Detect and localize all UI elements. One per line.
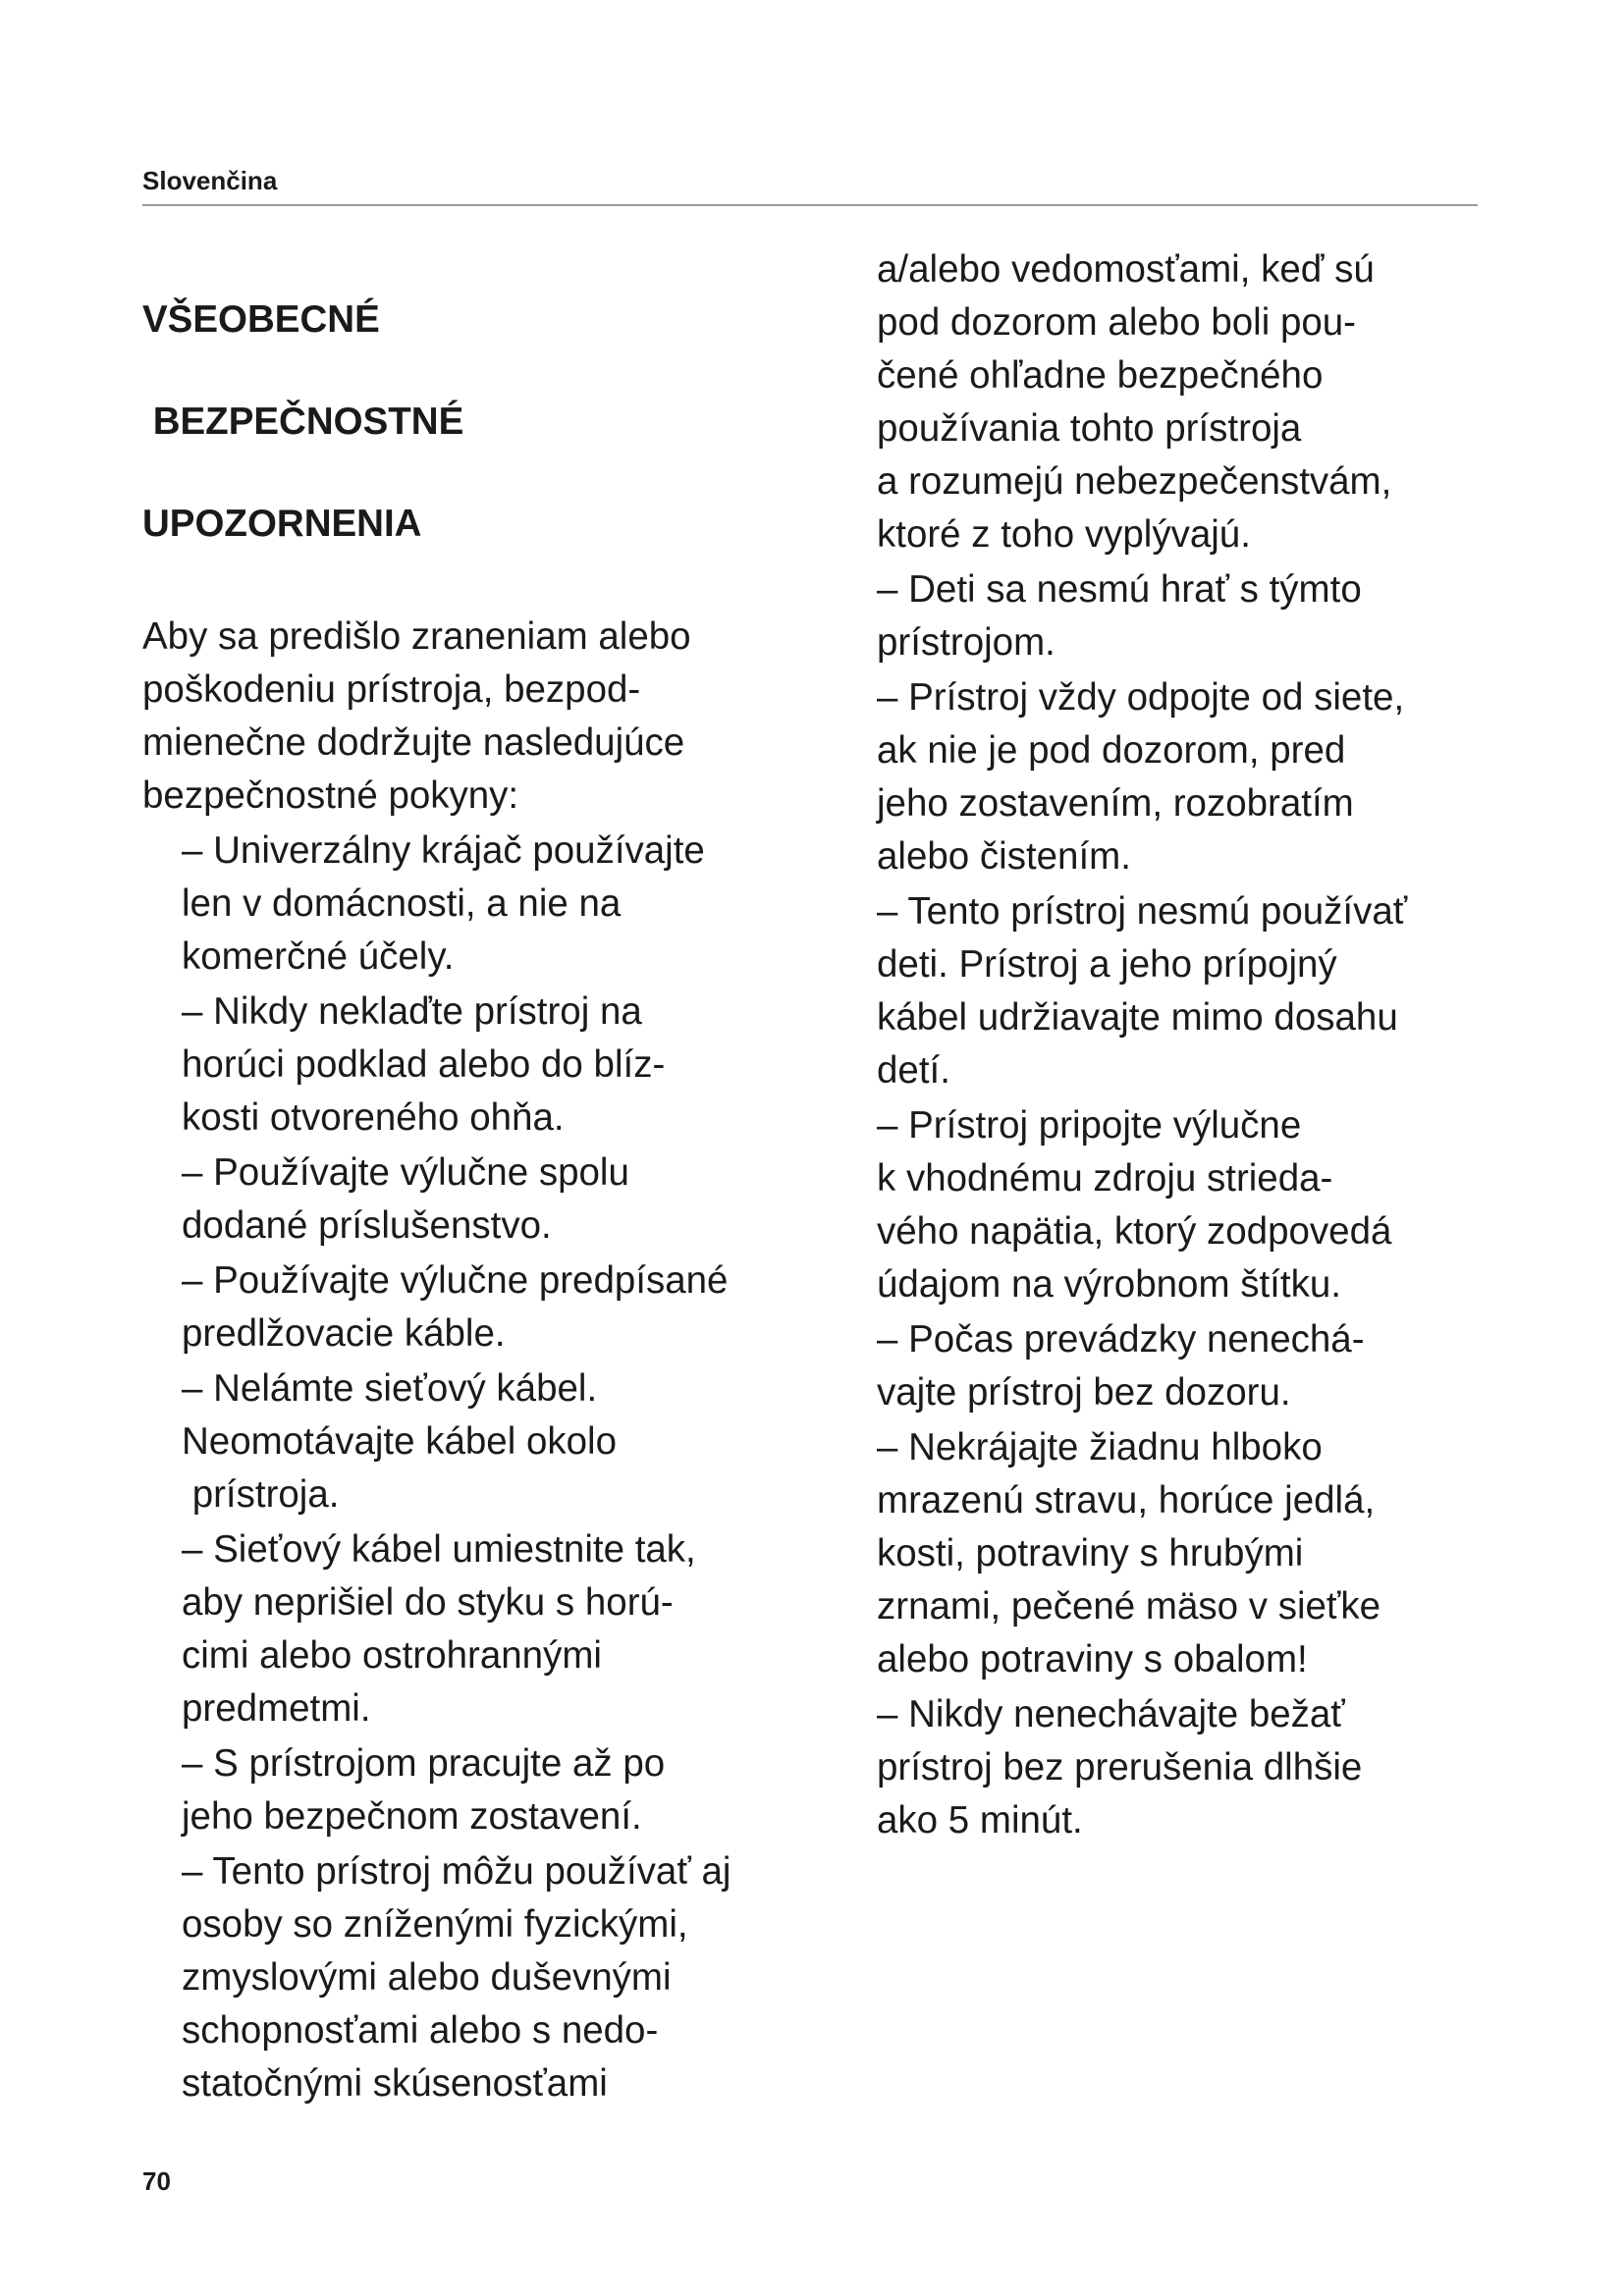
instruction-line: jeho bezpečnom zostavení.: [182, 1795, 642, 1838]
safety-instruction: [182, 1147, 830, 1253]
safety-instruction: [182, 1255, 830, 1361]
instruction-line: používania tohto prístroja: [877, 407, 1302, 450]
instruction-line: dodané príslušenstvo.: [182, 1204, 552, 1247]
instruction-line: čené ohľadne bezpečného: [877, 354, 1324, 397]
instruction-line: alebo potraviny s obalom!: [877, 1638, 1308, 1681]
page-number: 70: [142, 2166, 171, 2196]
instruction-line: – Tento prístroj môžu používať aj: [182, 1850, 731, 1893]
instruction-line: – Univerzálny krájač používajte: [182, 829, 705, 872]
section-title-line: BEZPEČNOSTNÉ: [142, 400, 464, 443]
right-column: [877, 243, 1486, 1849]
safety-instruction: [877, 243, 1486, 561]
intro-line: mienečne dodržujte nasledujúce: [142, 721, 685, 764]
section-title-line: VŠEOBECNÉ: [142, 298, 380, 341]
instruction-line: kosti otvoreného ohňa.: [182, 1096, 565, 1139]
language-label: Slovenčina: [142, 166, 278, 195]
safety-instruction: [182, 1845, 830, 2110]
safety-instruction: [182, 1362, 830, 1522]
safety-instruction: [182, 1737, 830, 1843]
instruction-line: k vhodnému zdroju strieda-: [877, 1157, 1333, 1200]
instruction-line: a rozumejú nebezpečenstvám,: [877, 460, 1392, 503]
instruction-line: horúci podklad alebo do blíz-: [182, 1043, 666, 1086]
instruction-line: – Deti sa nesmú hrať s týmto: [877, 568, 1362, 611]
instruction-line: kábel udržiavajte mimo dosahu: [877, 996, 1398, 1039]
instruction-line: cimi alebo ostrohrannými: [182, 1634, 602, 1677]
instruction-line: – Nikdy neklaďte prístroj na: [182, 990, 642, 1033]
instruction-line: mrazenú stravu, horúce jedlá,: [877, 1479, 1376, 1522]
instruction-line: ak nie je pod dozorom, pred: [877, 729, 1346, 772]
instruction-line: alebo čistením.: [877, 835, 1131, 878]
section-title-line: UPOZORNENIA: [142, 503, 422, 545]
instruction-line: – S prístrojom pracujte až po: [182, 1742, 666, 1785]
instruction-line: schopnosťami alebo s nedo-: [182, 2009, 659, 2052]
left-column: [142, 243, 830, 2112]
instruction-line: deti. Prístroj a jeho prípojný: [877, 943, 1337, 986]
intro-paragraph: [142, 611, 830, 823]
instruction-line: aby neprišiel do styku s horú-: [182, 1581, 674, 1624]
intro-line: bezpečnostné pokyny:: [142, 774, 519, 817]
safety-instruction: [182, 1523, 830, 1735]
instruction-line: len v domácnosti, a nie na: [182, 882, 622, 925]
instruction-line: ako 5 minút.: [877, 1799, 1083, 1842]
safety-instruction: [877, 1313, 1486, 1419]
instruction-line: prístroja.: [182, 1473, 340, 1516]
instruction-line: – Tento prístroj nesmú používať: [877, 890, 1408, 933]
safety-instruction: [877, 1688, 1486, 1847]
instruction-line: – Používajte výlučne predpísané: [182, 1259, 729, 1302]
instruction-line: zmyslovými alebo duševnými: [182, 1956, 672, 1999]
instruction-line: zrnami, pečené mäso v sieťke: [877, 1585, 1381, 1628]
safety-instruction: [182, 986, 830, 1145]
instruction-line: komerčné účely.: [182, 935, 455, 978]
safety-instruction: [877, 563, 1486, 669]
intro-line: poškodeniu prístroja, bezpod-: [142, 668, 641, 711]
section-title: [142, 243, 830, 601]
instruction-line: prístrojom.: [877, 621, 1056, 664]
instruction-line: osoby so zníženými fyzickými,: [182, 1903, 688, 1946]
instruction-line: jeho zostavením, rozobratím: [877, 782, 1354, 825]
instruction-line: statočnými skúsenosťami: [182, 2062, 608, 2105]
safety-instruction: [877, 1099, 1486, 1311]
safety-instruction: [877, 671, 1486, 883]
safety-list-left: [142, 825, 830, 2110]
instruction-line: pod dozorom alebo boli pou-: [877, 301, 1356, 344]
intro-line: Aby sa predišlo zraneniam alebo: [142, 615, 691, 658]
safety-list-right: [877, 243, 1486, 1847]
instruction-line: – Používajte výlučne spolu: [182, 1151, 629, 1194]
safety-instruction: [877, 885, 1486, 1097]
safety-instruction: [877, 1421, 1486, 1686]
instruction-line: – Nikdy nenechávajte bežať: [877, 1693, 1345, 1735]
instruction-line: – Nelámte sieťový kábel.: [182, 1367, 598, 1410]
instruction-line: Neomotávajte kábel okolo: [182, 1420, 618, 1463]
safety-instruction: [182, 825, 830, 984]
instruction-line: – Počas prevádzky nenechá-: [877, 1318, 1365, 1361]
instruction-line: kosti, potraviny s hrubými: [877, 1532, 1304, 1575]
instruction-line: ktoré z toho vyplývajú.: [877, 513, 1251, 556]
instruction-line: údajom na výrobnom štítku.: [877, 1263, 1341, 1306]
instruction-line: predmetmi.: [182, 1687, 371, 1730]
instruction-line: prístroj bez prerušenia dlhšie: [877, 1746, 1363, 1789]
instruction-line: a/alebo vedomosťami, keď sú: [877, 248, 1375, 291]
instruction-line: predlžovacie káble.: [182, 1312, 506, 1355]
instruction-line: vajte prístroj bez dozoru.: [877, 1371, 1291, 1414]
instruction-line: – Nekrájajte žiadnu hlboko: [877, 1426, 1323, 1468]
page-header: [142, 167, 1478, 206]
instruction-line: – Sieťový kábel umiestnite tak,: [182, 1528, 696, 1571]
instruction-line: detí.: [877, 1049, 950, 1092]
instruction-line: vého napätia, ktorý zodpovedá: [877, 1210, 1392, 1253]
instruction-line: – Prístroj pripojte výlučne: [877, 1104, 1302, 1147]
instruction-line: – Prístroj vždy odpojte od siete,: [877, 676, 1405, 719]
